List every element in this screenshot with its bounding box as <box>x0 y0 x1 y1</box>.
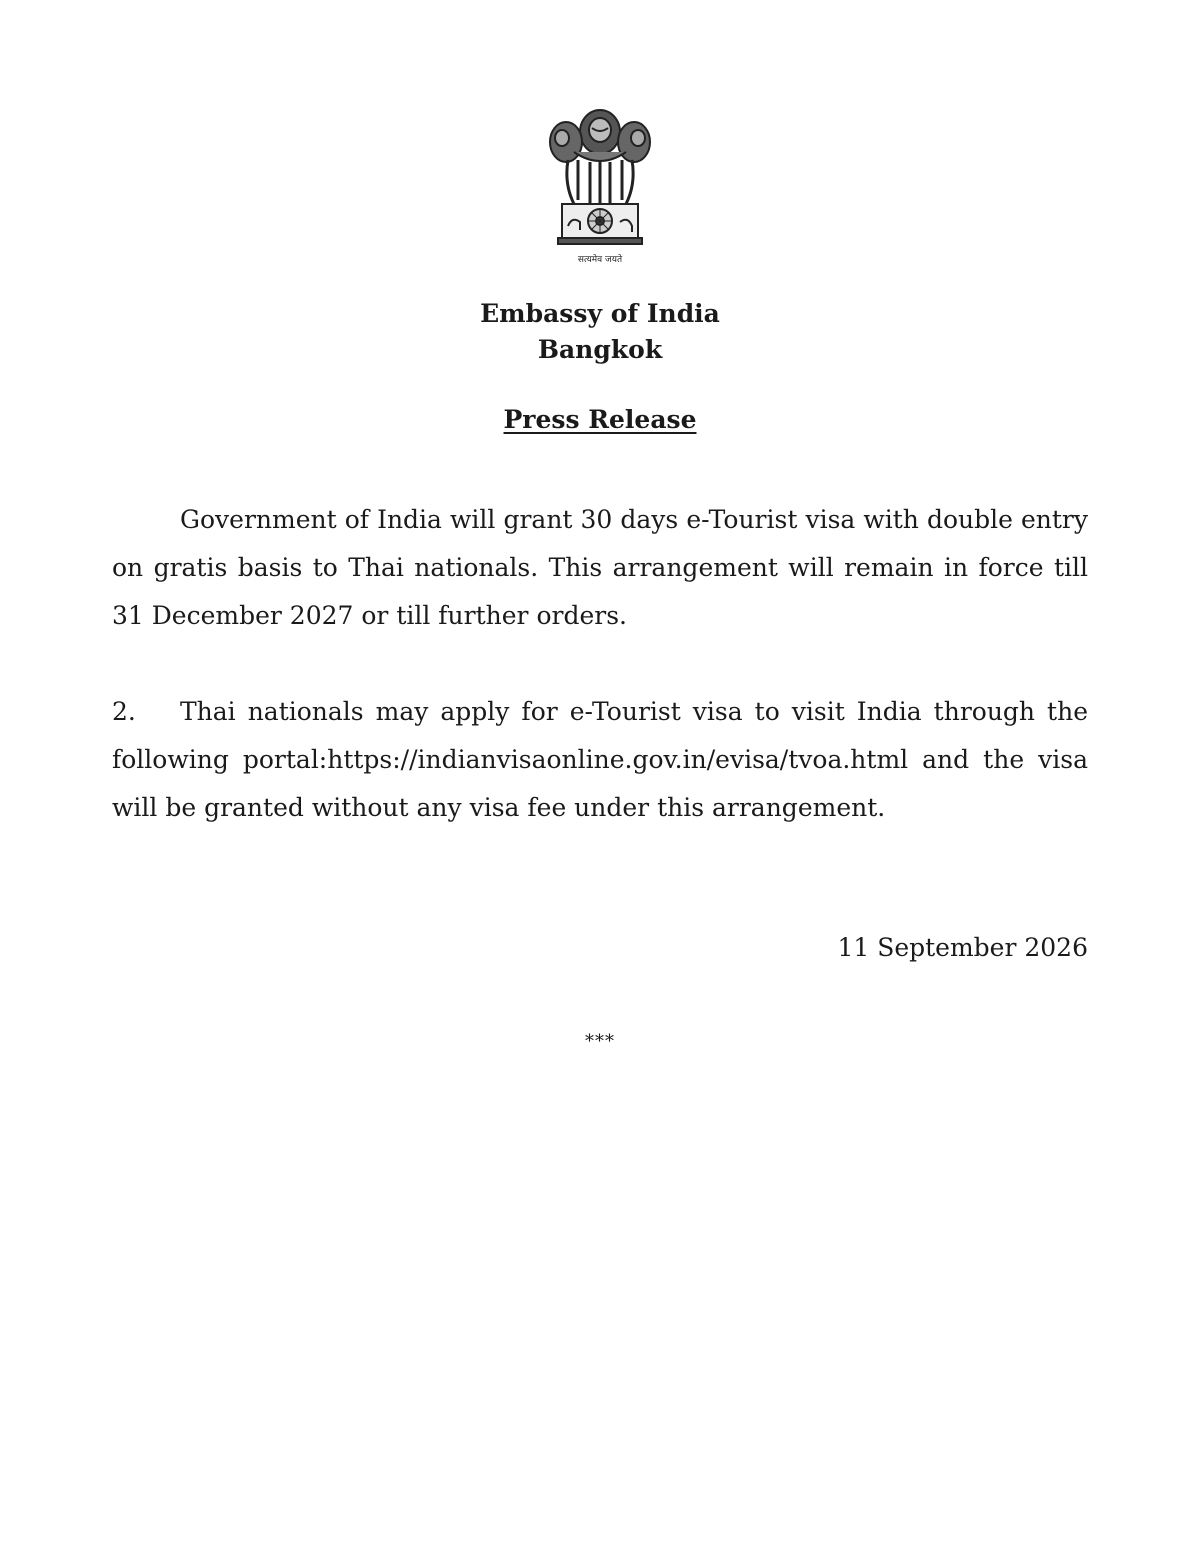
release-date: 11 September 2026 <box>837 933 1088 962</box>
paragraph-2 <box>112 688 1088 832</box>
paragraph-2-number: 2. <box>112 697 136 726</box>
ashoka-emblem-icon <box>538 100 662 268</box>
paragraph-2-text: Thai nationals may apply for e-Tourist visa to visit India through the following portal:https://indianvisaonline.gov.in/evisa/tvoa.html and the visa will be granted without any visa fee under this arrangement. <box>112 697 1088 822</box>
organization-city: Bangkok <box>537 335 663 364</box>
paragraph-1: Government of India will grant 30 days e-Tourist visa with double entry on gratis basis to Thai nationals. This arrangement will remain in force till 31 December 2027 or till further orders. <box>112 505 1088 630</box>
emblem-motto: सत्यमेव जयते <box>577 255 623 265</box>
organization-heading <box>0 296 1200 368</box>
title-text: Press Release <box>503 405 697 434</box>
end-mark: *** <box>585 1031 615 1052</box>
organization-name: Embassy of India <box>480 299 720 328</box>
press-release-title <box>0 402 1200 438</box>
